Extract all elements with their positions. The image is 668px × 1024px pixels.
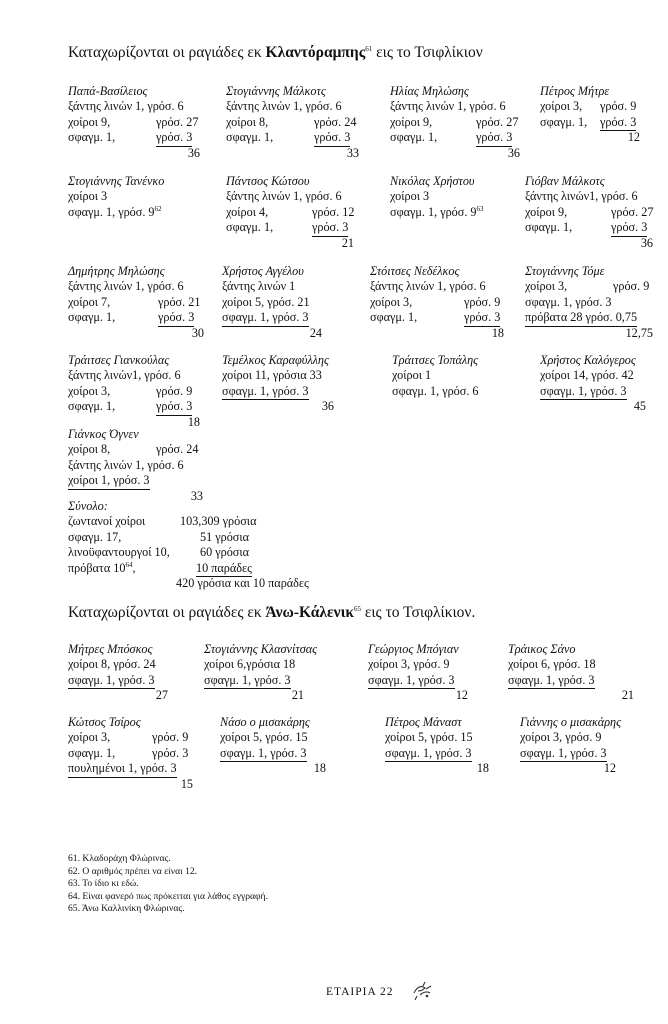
line-text: χοίροι 5, γρόσ. 21	[222, 294, 310, 309]
line-text: χοίροι 3,	[370, 294, 413, 309]
line-text: χοίροι 1, γρόσ. 3	[68, 473, 150, 489]
entry-total: 18	[491, 325, 504, 340]
line-text: ξάντης λινών 1, γρόσ. 6	[226, 189, 342, 204]
line-text: χοίροι 9,	[390, 114, 433, 129]
ledger-line	[525, 295, 653, 310]
footnote: 64. Είναι φανερό πως πρόκειται για λάθος εγγραφή.	[68, 890, 268, 902]
entry-total: 36	[507, 145, 520, 160]
ledger-line	[525, 220, 653, 235]
summary-label: ζωντανοί χοίροι	[68, 514, 146, 529]
person-name: Παπά-Βασίλειος	[68, 84, 148, 98]
ledger-line	[508, 673, 634, 688]
line-text: σφαγμ. 1,	[390, 130, 438, 145]
line-text: χοίροι 3	[390, 189, 430, 204]
line-text: σφαγμ. 1,	[68, 745, 116, 760]
person-name: Γεώργιος Μπόγιαν	[368, 642, 459, 656]
person-name: Γιάννης ο μισακάρης	[520, 715, 622, 729]
ledger-line	[226, 205, 354, 220]
heading-text: εις το Τσιφλίκιον	[372, 44, 483, 61]
heading-village: Κλαντόραμπης	[265, 44, 366, 61]
entry-total: 18	[187, 414, 200, 429]
ledger-entry	[525, 264, 653, 341]
line-text: σφαγμ. 1, γρόσ. 3	[68, 673, 155, 689]
summary-label: λινοϋφαντουργοί 10,	[68, 545, 170, 560]
line-text: σφαγμ. 1,	[68, 130, 116, 145]
summary-row	[68, 545, 388, 560]
ledger-entry	[520, 715, 622, 777]
ledger-line	[226, 130, 359, 145]
person-name: Στογιάννης Τανένκο	[68, 174, 165, 188]
person-name: Τράιτσες Τοπάλης	[392, 353, 479, 367]
ledger-line	[68, 189, 178, 204]
footnote: 61. Κλαδοράχη Φλώρινας.	[68, 853, 171, 864]
ledger-line	[68, 99, 200, 114]
line-text: χοίροι 3,	[525, 279, 568, 294]
ledger-line	[68, 115, 200, 130]
ledger-line	[68, 473, 203, 488]
page-number: 22	[380, 986, 394, 998]
line-amount: γρόσ. 3	[611, 220, 647, 236]
ledger-entry	[68, 715, 193, 792]
ledger-entry	[222, 353, 334, 415]
footnote: 65. Άνω Καλλινίκη Φλώρινας.	[68, 903, 185, 915]
line-text: σφαγμ. 1, γρόσ. 3	[540, 384, 627, 400]
line-text: χοίροι 3,	[68, 383, 111, 398]
line-text: σφαγμ. 1, γρόσ. 3	[222, 310, 309, 326]
line-text: χοίροι 3	[68, 189, 108, 204]
person-name: Τράιτσες Γιανκούλας	[68, 353, 170, 367]
entry-total: 45	[633, 399, 646, 414]
line-amount: γρόσ. 3	[476, 130, 512, 146]
ledger-line	[68, 673, 168, 688]
line-text: σφαγμ. 1,	[525, 220, 573, 235]
line-amount: γρόσ. 3	[158, 310, 194, 326]
person-name: Πέτρος Μήτρε	[540, 84, 610, 98]
line-text: ξάντης λινών1, γρόσ. 6	[68, 368, 181, 383]
line-text: χοίροι 11, γρόσια 33	[222, 368, 322, 383]
ledger-line	[520, 746, 616, 761]
ledger-line	[68, 279, 204, 294]
ledger-line	[540, 384, 646, 399]
ledger-entry	[68, 84, 200, 161]
line-amount: γρόσ. 3	[600, 115, 636, 131]
line-amount: γρόσ. 3	[312, 220, 348, 236]
ledger-line	[540, 115, 640, 130]
ledger-line	[68, 295, 204, 310]
entry-total: 27	[155, 688, 168, 703]
ledger-line	[390, 130, 520, 145]
line-text: ξάντης λινών 1, γρόσ. 6	[226, 99, 342, 114]
ledger-line	[368, 657, 468, 672]
line-text: σφαγμ. 1, γρόσ. 3	[222, 384, 309, 400]
entry-total: 33	[346, 145, 359, 160]
ledger-entry	[525, 174, 653, 251]
line-text: ξάντης λινών 1, γρόσ. 6	[370, 279, 486, 294]
summary-row	[68, 530, 388, 545]
heading-text: Καταχωρίζονται οι ραγιάδες εκ	[68, 44, 266, 61]
line-amount: γρόσ. 3	[156, 399, 192, 415]
line-text: πουλημένοι 1, γρόσ. 3	[68, 761, 177, 777]
ledger-line	[370, 295, 504, 310]
line-text: σφαγμ. 1, γρόσ. 3	[525, 294, 612, 309]
entry-total: 15	[180, 776, 193, 791]
line-amount: γρόσ. 3	[464, 310, 500, 326]
ledger-line	[204, 657, 304, 672]
summary-block	[68, 499, 388, 591]
ledger-line	[525, 205, 653, 220]
ledger-entry	[226, 174, 354, 251]
entry-total: 12	[627, 130, 640, 145]
ledger-line	[204, 673, 304, 688]
footnote-ref: 65	[354, 604, 361, 613]
footnote: 63. Το ίδιο κι εδώ.	[68, 878, 139, 890]
line-text: χοίροι 9,	[68, 114, 111, 129]
line-text: χοίροι 8,	[68, 442, 111, 457]
ledger-line	[68, 657, 168, 672]
person-name: Πέτρος Μάναστ	[385, 715, 462, 729]
ledger-line	[68, 730, 193, 745]
person-name: Δημήτρης Μηλώσης	[68, 264, 165, 278]
ledger-line	[385, 746, 489, 761]
heading-text: Καταχωρίζονται οι ραγιάδες εκ	[68, 604, 266, 621]
line-text: χοίροι 8, γρόσ. 24	[68, 657, 156, 672]
summary-label: πρόβατα 10	[68, 560, 126, 575]
line-amount: γρόσ. 27	[611, 204, 654, 219]
summary-label: σφαγμ. 17,	[68, 529, 122, 544]
ledger-line	[226, 220, 354, 235]
line-text: σφαγμ. 1,	[226, 220, 274, 235]
entry-total: 12,75	[625, 325, 653, 340]
ornament-icon	[411, 981, 433, 1001]
ledger-line	[68, 130, 200, 145]
ledger-entry	[68, 264, 204, 341]
entry-total: 21	[291, 688, 304, 703]
summary-title: Σύνολο:	[68, 499, 108, 513]
line-amount: γρόσ. 9	[600, 99, 637, 114]
footnote-ref: 64	[125, 560, 133, 569]
ledger-line	[540, 99, 640, 114]
line-text: ξάντης λινών 1, γρόσ. 6	[68, 279, 184, 294]
ledger-line	[68, 399, 200, 414]
ledger-line	[222, 295, 322, 310]
ledger-line	[222, 310, 322, 325]
line-text: χοίροι 3,	[540, 99, 583, 114]
ledger-entry	[390, 174, 500, 220]
ledger-line	[368, 673, 468, 688]
person-name: Πάντσος Κώτσου	[226, 174, 310, 188]
ledger-line	[370, 279, 504, 294]
summary-value: 51 γρόσια	[200, 529, 250, 544]
entry-total: 33	[190, 488, 203, 503]
ledger-entry	[385, 715, 489, 777]
line-text: σφαγμ. 1, γρόσ. 6	[392, 383, 479, 398]
line-amount: γρόσ. 9	[152, 730, 189, 745]
ledger-line	[68, 310, 204, 325]
ledger-line	[390, 99, 520, 114]
person-name: Στογιάννης Μάλκοτς	[226, 84, 326, 98]
line-amount: γρόσ. 21	[158, 294, 201, 309]
line-text: σφαγμ. 1, γρόσ. 3	[220, 746, 307, 762]
line-text: χοίροι 4,	[226, 204, 269, 219]
ledger-entry	[68, 353, 200, 430]
line-text: χοίροι 7,	[68, 294, 111, 309]
ledger-line	[392, 368, 492, 383]
line-text: χοίροι 3, γρόσ. 9	[368, 657, 450, 672]
ledger-entry	[204, 642, 318, 704]
heading-village: Άνω-Κάλενικ	[265, 604, 354, 621]
line-text: σφαγμ. 1, γρόσ. 3	[520, 746, 607, 762]
ledger-line	[390, 189, 500, 204]
summary-value: 60 γρόσια	[200, 545, 250, 560]
line-text: χοίροι 6, γρόσ. 18	[508, 657, 596, 672]
line-text: σφαγμ. 1, γρόσ. 3	[368, 673, 455, 689]
ledger-entry	[68, 427, 203, 504]
ledger-line	[222, 368, 334, 383]
ledger-entry	[68, 174, 178, 220]
ledger-line	[390, 205, 500, 220]
entry-total: 18	[313, 761, 326, 776]
line-amount: γρόσ. 9	[156, 383, 193, 398]
summary-total: 420 γρόσια και 10 παράδες	[176, 575, 309, 590]
ledger-line	[220, 730, 326, 745]
entry-total: 24	[309, 325, 322, 340]
ledger-line	[392, 384, 492, 399]
ledger-entry	[540, 84, 640, 146]
line-text: σφαγμ. 1,	[226, 130, 274, 145]
line-text: χοίροι 5, γρόσ. 15	[220, 730, 308, 745]
line-text: σφαγμ. 1, γρόσ. 3	[204, 673, 291, 689]
line-amount: γρόσ. 27	[476, 114, 519, 129]
footnote-ref: 62	[154, 204, 162, 213]
line-amount: γρόσ. 9	[464, 294, 501, 309]
line-text: χοίροι 1	[392, 368, 432, 383]
ledger-entry	[368, 642, 468, 704]
line-text: σφαγμ. 1,	[68, 399, 116, 414]
ledger-entry	[68, 642, 168, 704]
person-name: Χρήστος Αγγέλου	[222, 264, 304, 278]
heading-ano-kalenik	[68, 604, 475, 622]
line-amount: γρόσ. 12	[312, 204, 355, 219]
line-text: σφαγμ. 1, γρόσ. 3	[508, 673, 595, 689]
entry-total: 30	[191, 325, 204, 340]
footer-label: ΕΤΑΙΡΙΑ	[326, 986, 377, 998]
line-amount: γρόσ. 24	[314, 114, 357, 129]
ledger-line	[525, 310, 653, 325]
line-text: σφαγμ. 1,	[370, 310, 418, 325]
line-text: σφαγμ. 1, γρόσ. $9^{63}$	[390, 204, 484, 219]
footnote-ref: 61	[365, 44, 373, 53]
line-text: χοίροι 14, γρόσ. 42	[540, 368, 634, 383]
entry-total: 21	[621, 688, 634, 703]
ledger-line	[520, 730, 616, 745]
line-amount: γρόσ. 24	[156, 442, 199, 457]
ledger-line	[385, 730, 489, 745]
person-name: Γιόβαν Μάλκοτς	[525, 174, 605, 188]
line-amount: γρόσ. 3	[314, 130, 350, 146]
person-name: Στογιάννης Κλασνίτσας	[204, 642, 318, 656]
ledger-entry	[390, 84, 520, 161]
ledger-line	[226, 115, 359, 130]
line-text: σφαγμ. 1,	[68, 310, 116, 325]
ledger-line	[68, 368, 200, 383]
person-name: Στόιτσες Νεδέλκος	[370, 264, 460, 278]
line-text: ξάντης λινών 1	[222, 279, 296, 294]
heading-klantoramp	[68, 44, 483, 62]
person-name: Τεμέλκος Καραφύλλης	[222, 353, 329, 367]
entry-total: 18	[476, 761, 489, 776]
entry-total: 36	[321, 399, 334, 414]
person-name: Μήτρες Μπόσκος	[68, 642, 153, 656]
ledger-line	[68, 746, 193, 761]
summary-row: πρόβατα $10^{64}$, 10 παράδες	[68, 561, 388, 576]
summary-value: 103,309 γρόσια	[180, 514, 257, 529]
summary-row	[68, 514, 388, 529]
ledger-line	[68, 761, 193, 776]
line-text: χοίροι 6,γρόσια 18	[204, 657, 296, 672]
entry-total: 12	[603, 761, 616, 776]
ledger-line	[540, 368, 646, 383]
ledger-line	[525, 189, 653, 204]
line-text: ξάντης λινών1, γρόσ. 6	[525, 189, 638, 204]
ledger-line	[68, 458, 203, 473]
line-amount: γρόσ. 3	[156, 130, 192, 146]
ledger-line	[508, 657, 634, 672]
line-amount: γρόσ. 3	[152, 745, 189, 760]
entry-total: 36	[187, 145, 200, 160]
ledger-entry	[226, 84, 359, 161]
ledger-entry	[540, 353, 646, 415]
ledger-line	[222, 384, 334, 399]
line-text: ξάντης λινών 1, γρόσ. 6	[68, 457, 184, 472]
ledger-entry	[220, 715, 326, 777]
line-text: ξάντης λινών 1, γρόσ. 6	[390, 99, 506, 114]
line-text: πρόβατα 28 γρόσ. 0,75	[525, 310, 637, 326]
line-text: χοίροι 3, γρόσ. 9	[520, 730, 602, 745]
ledger-line	[220, 746, 326, 761]
ledger-line	[222, 279, 322, 294]
ledger-line	[390, 115, 520, 130]
line-text: σφαγμ. 1, γρόσ. $9^{62}$	[68, 204, 162, 219]
person-name: Στογιάννης Τόμε	[525, 264, 605, 278]
person-name: Ηλίας Μηλώσης	[390, 84, 469, 98]
line-text: ξάντης λινών 1, γρόσ. 6	[68, 99, 184, 114]
summary-value: 10 παράδες	[196, 561, 252, 577]
person-name: Κώτσος Τσίρος	[68, 715, 141, 729]
entry-total: 36	[640, 235, 653, 250]
ledger-line	[226, 189, 354, 204]
heading-text: εις το Τσιφλίκιον.	[361, 604, 476, 621]
ledger-entry	[222, 264, 322, 341]
line-amount: γρόσ. 27	[156, 114, 199, 129]
line-text: χοίροι 3,	[68, 730, 111, 745]
line-text: χοίροι 5, γρόσ. 15	[385, 730, 473, 745]
ledger-line	[68, 384, 200, 399]
footnotes	[68, 853, 268, 916]
person-name: Χρήστος Καλόγερος	[540, 353, 636, 367]
person-name: Νικόλας Χρήστου	[390, 174, 475, 188]
line-text: χοίροι 9,	[525, 204, 568, 219]
ledger-entry	[370, 264, 504, 341]
ledger-line	[68, 205, 178, 220]
line-amount: γρόσ. 9	[613, 279, 650, 294]
ledger-line	[226, 99, 359, 114]
line-text: σφαγμ. 1, γρόσ. 3	[385, 746, 472, 762]
person-name: Τράικος Σάνο	[508, 642, 576, 656]
ledger-entry	[508, 642, 634, 704]
ledger-line	[370, 310, 504, 325]
ledger-line	[525, 279, 653, 294]
page-footer	[326, 986, 394, 998]
person-name: Νάσο ο μισακάρης	[220, 715, 310, 729]
line-text: σφαγμ. 1,	[540, 114, 588, 129]
entry-total: 12	[455, 688, 468, 703]
ledger-line	[68, 442, 203, 457]
entry-total: 21	[341, 235, 354, 250]
footnote: 62. Ο αριθμός πρέπει να είναι 12.	[68, 865, 198, 877]
footnote-ref: 63	[476, 204, 484, 213]
summary-total-row	[68, 576, 388, 591]
line-text: χοίροι 8,	[226, 114, 269, 129]
person-name: Γιάνκος Όγνεν	[68, 427, 139, 441]
ledger-entry	[392, 353, 492, 399]
